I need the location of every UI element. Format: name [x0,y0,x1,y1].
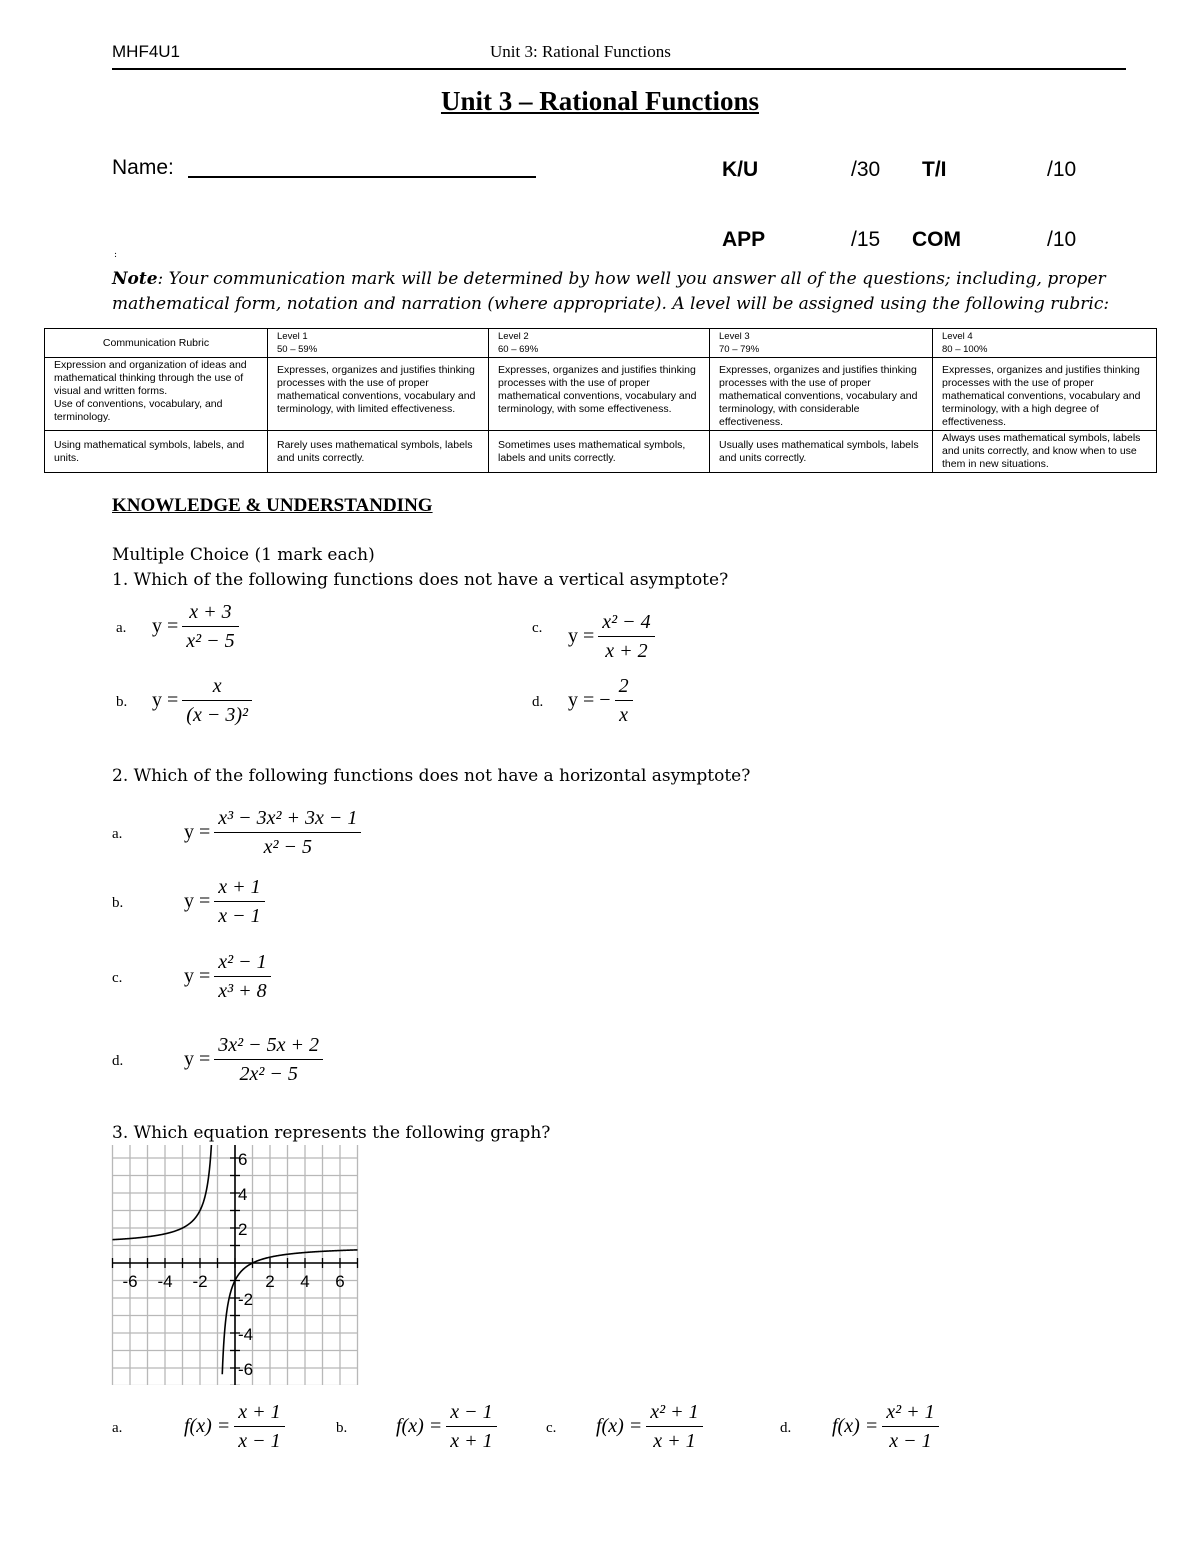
eq-numerator: x + 1 [238,1401,281,1423]
y-tick-label: -6 [238,1360,254,1379]
eq-lhs: y = − [568,689,611,712]
eq-numerator: x² + 1 [886,1401,935,1423]
score-ti-outof: /10 [1047,158,1077,181]
eq-lhs: f(x) = [596,1415,643,1438]
q3-option-d-equation [832,1398,939,1455]
eq-denominator: x + 1 [653,1430,696,1453]
score-app-label: APP [722,228,766,251]
eq-numerator: x + 3 [189,601,232,623]
q1-option-d-equation [568,672,633,729]
name-label: Name: [112,156,174,179]
eq-numerator: x² − 4 [602,611,651,633]
note-text: : Your communication mark will be determined by how well you answer all of the questions; including, proper mathematical form, notation and narration (where appropriate). A level will be assigned using the following rubric: [112,269,1110,314]
eq-lhs: f(x) = [396,1415,443,1438]
rubric-header-row [45,329,1157,358]
x-tick-label: -4 [157,1272,173,1291]
eq-numerator: x³ − 3x² + 3x − 1 [218,807,358,829]
name-field-line[interactable] [188,176,536,178]
rubric-cell: Expresses, organizes and justifies thinking processes with the use of proper mathematical conventions, vocabulary and terminology, with some effectiveness. [489,358,710,431]
eq-denominator: x − 1 [889,1430,932,1453]
graph-axes [113,1145,358,1385]
eq-lhs: f(x) = [184,1415,231,1438]
y-tick-label: 2 [238,1220,248,1239]
q3-option-c-letter[interactable]: c. [546,1420,557,1436]
eq-denominator: x + 1 [450,1430,493,1453]
curve-left-branch [113,1145,212,1240]
rubric-cell: Expresses, organizes and justifies thinking processes with the use of proper mathematical conventions, vocabulary and terminology, with considerable effectiveness. [710,358,933,431]
eq-numerator: x² + 1 [650,1401,699,1423]
eq-lhs: y = [184,890,211,913]
rubric-cell: Always uses mathematical symbols, labels and units correctly, and know when to use them in new situations. [933,431,1157,473]
eq-denominator: 2x² − 5 [239,1063,298,1086]
score-com-outof: /10 [1047,228,1077,251]
page-header-title: Unit 3: Rational Functions [490,42,671,61]
rubric-header-cell: Level 3 70 – 79% [710,329,933,358]
eq-denominator: x³ + 8 [218,980,267,1003]
q1-option-d-letter[interactable]: d. [532,694,544,710]
mc-heading: Multiple Choice (1 mark each) [112,545,375,565]
y-tick-label: -2 [238,1290,254,1309]
note-lead: Note [112,269,158,289]
question-1-text: 1. Which of the following functions does not have a vertical asymptote? [112,570,729,590]
eq-denominator: x [619,704,628,727]
q3-option-c-equation [596,1398,703,1455]
q1-option-a-letter[interactable]: a. [116,620,127,636]
question-3-text: 3. Which equation represents the following graph? [112,1123,551,1143]
rational-function-graph [110,1145,360,1385]
eq-denominator: x − 1 [218,905,261,928]
q3-option-d-letter[interactable]: d. [780,1420,792,1436]
eq-numerator: x [212,675,222,697]
x-tick-label: 4 [300,1272,310,1291]
score-ti-label: T/I [922,158,947,181]
y-tick-label: 6 [238,1150,248,1169]
eq-numerator: x − 1 [450,1401,493,1423]
eq-lhs: y = [184,821,211,844]
q2-option-a-letter[interactable]: a. [112,826,123,842]
course-code: MHF4U1 [112,42,181,61]
eq-numerator: x + 1 [218,876,261,898]
q2-option-b-letter[interactable]: b. [112,895,124,911]
graph-tick-labels [122,1150,344,1379]
eq-denominator: x² − 5 [263,836,313,859]
q2-option-c-letter[interactable]: c. [112,970,123,986]
rubric-row [45,358,1157,431]
q3-option-b-equation [396,1398,497,1455]
q2-option-b-equation [184,873,265,930]
curve-right-branch [222,1250,357,1374]
y-tick-label: 4 [238,1185,248,1204]
score-ku-label: K/U [722,158,759,181]
stray-colon: : [114,250,118,260]
rubric-row [45,431,1157,473]
eq-lhs: y = [184,965,211,988]
x-tick-label: 2 [265,1272,275,1291]
eq-denominator: (x − 3)² [186,704,248,727]
rubric-cell: Expression and organization of ideas and mathematical thinking through the use of visual and written forms. Use of conventions, vocabulary, and terminology. [45,358,268,431]
q3-option-b-letter[interactable]: b. [336,1420,348,1436]
q2-option-a-equation [184,804,361,861]
q2-option-d-equation [184,1031,323,1088]
eq-lhs: y = [152,615,179,638]
rubric-cell: Sometimes uses mathematical symbols, labels and units correctly. [489,431,710,473]
rubric-header-cell: Communication Rubric [45,329,268,358]
page-title: Unit 3 – Rational Functions [440,86,760,116]
rubric-header-cell: Level 4 80 – 100% [933,329,1157,358]
communication-note [112,267,1122,317]
rubric-cell: Rarely uses mathematical symbols, labels and units correctly. [268,431,489,473]
q1-option-c-equation [568,608,655,665]
eq-numerator: 2 [618,675,629,697]
eq-denominator: x + 2 [605,640,648,663]
q3-option-a-letter[interactable]: a. [112,1420,123,1436]
q2-option-c-equation [184,948,271,1005]
score-app-outof: /15 [851,228,881,251]
score-ku-outof: /30 [851,158,881,181]
rubric-cell: Using mathematical symbols, labels, and units. [45,431,268,473]
eq-numerator: 3x² − 5x + 2 [218,1034,320,1056]
communication-rubric-table [44,328,1157,473]
rubric-cell: Usually uses mathematical symbols, labels and units correctly. [710,431,933,473]
rubric-header-cell: Level 1 50 – 59% [268,329,489,358]
x-tick-label: 6 [335,1272,345,1291]
q1-option-b-equation [152,672,252,729]
eq-lhs: y = [568,625,595,648]
x-tick-label: -6 [122,1272,138,1291]
q1-option-b-letter[interactable]: b. [116,694,128,710]
q2-option-d-letter[interactable]: d. [112,1053,124,1069]
rubric-cell: Expresses, organizes and justifies thinking processes with the use of proper mathematical conventions, vocabulary and terminology, with a high degree of effectiveness. [933,358,1157,431]
q1-option-a-equation [152,598,239,655]
eq-lhs: y = [152,689,179,712]
eq-lhs: f(x) = [832,1415,879,1438]
eq-denominator: x − 1 [238,1430,281,1453]
eq-denominator: x² − 5 [186,630,235,653]
eq-lhs: y = [184,1048,211,1071]
section-title: KNOWLEDGE & UNDERSTANDING [112,495,433,516]
header-rule [112,68,1126,70]
rubric-header-cell: Level 2 60 – 69% [489,329,710,358]
rubric-cell: Expresses, organizes and justifies thinking processes with the use of proper mathematical conventions, vocabulary and terminology, with limited effectiveness. [268,358,489,431]
x-tick-label: -2 [192,1272,208,1291]
question-2-text: 2. Which of the following functions does not have a horizontal asymptote? [112,766,751,786]
eq-numerator: x² − 1 [218,951,267,973]
y-tick-label: -4 [238,1325,254,1344]
q3-option-a-equation [184,1398,285,1455]
q1-option-c-letter[interactable]: c. [532,620,543,636]
score-com-label: COM [912,228,961,251]
